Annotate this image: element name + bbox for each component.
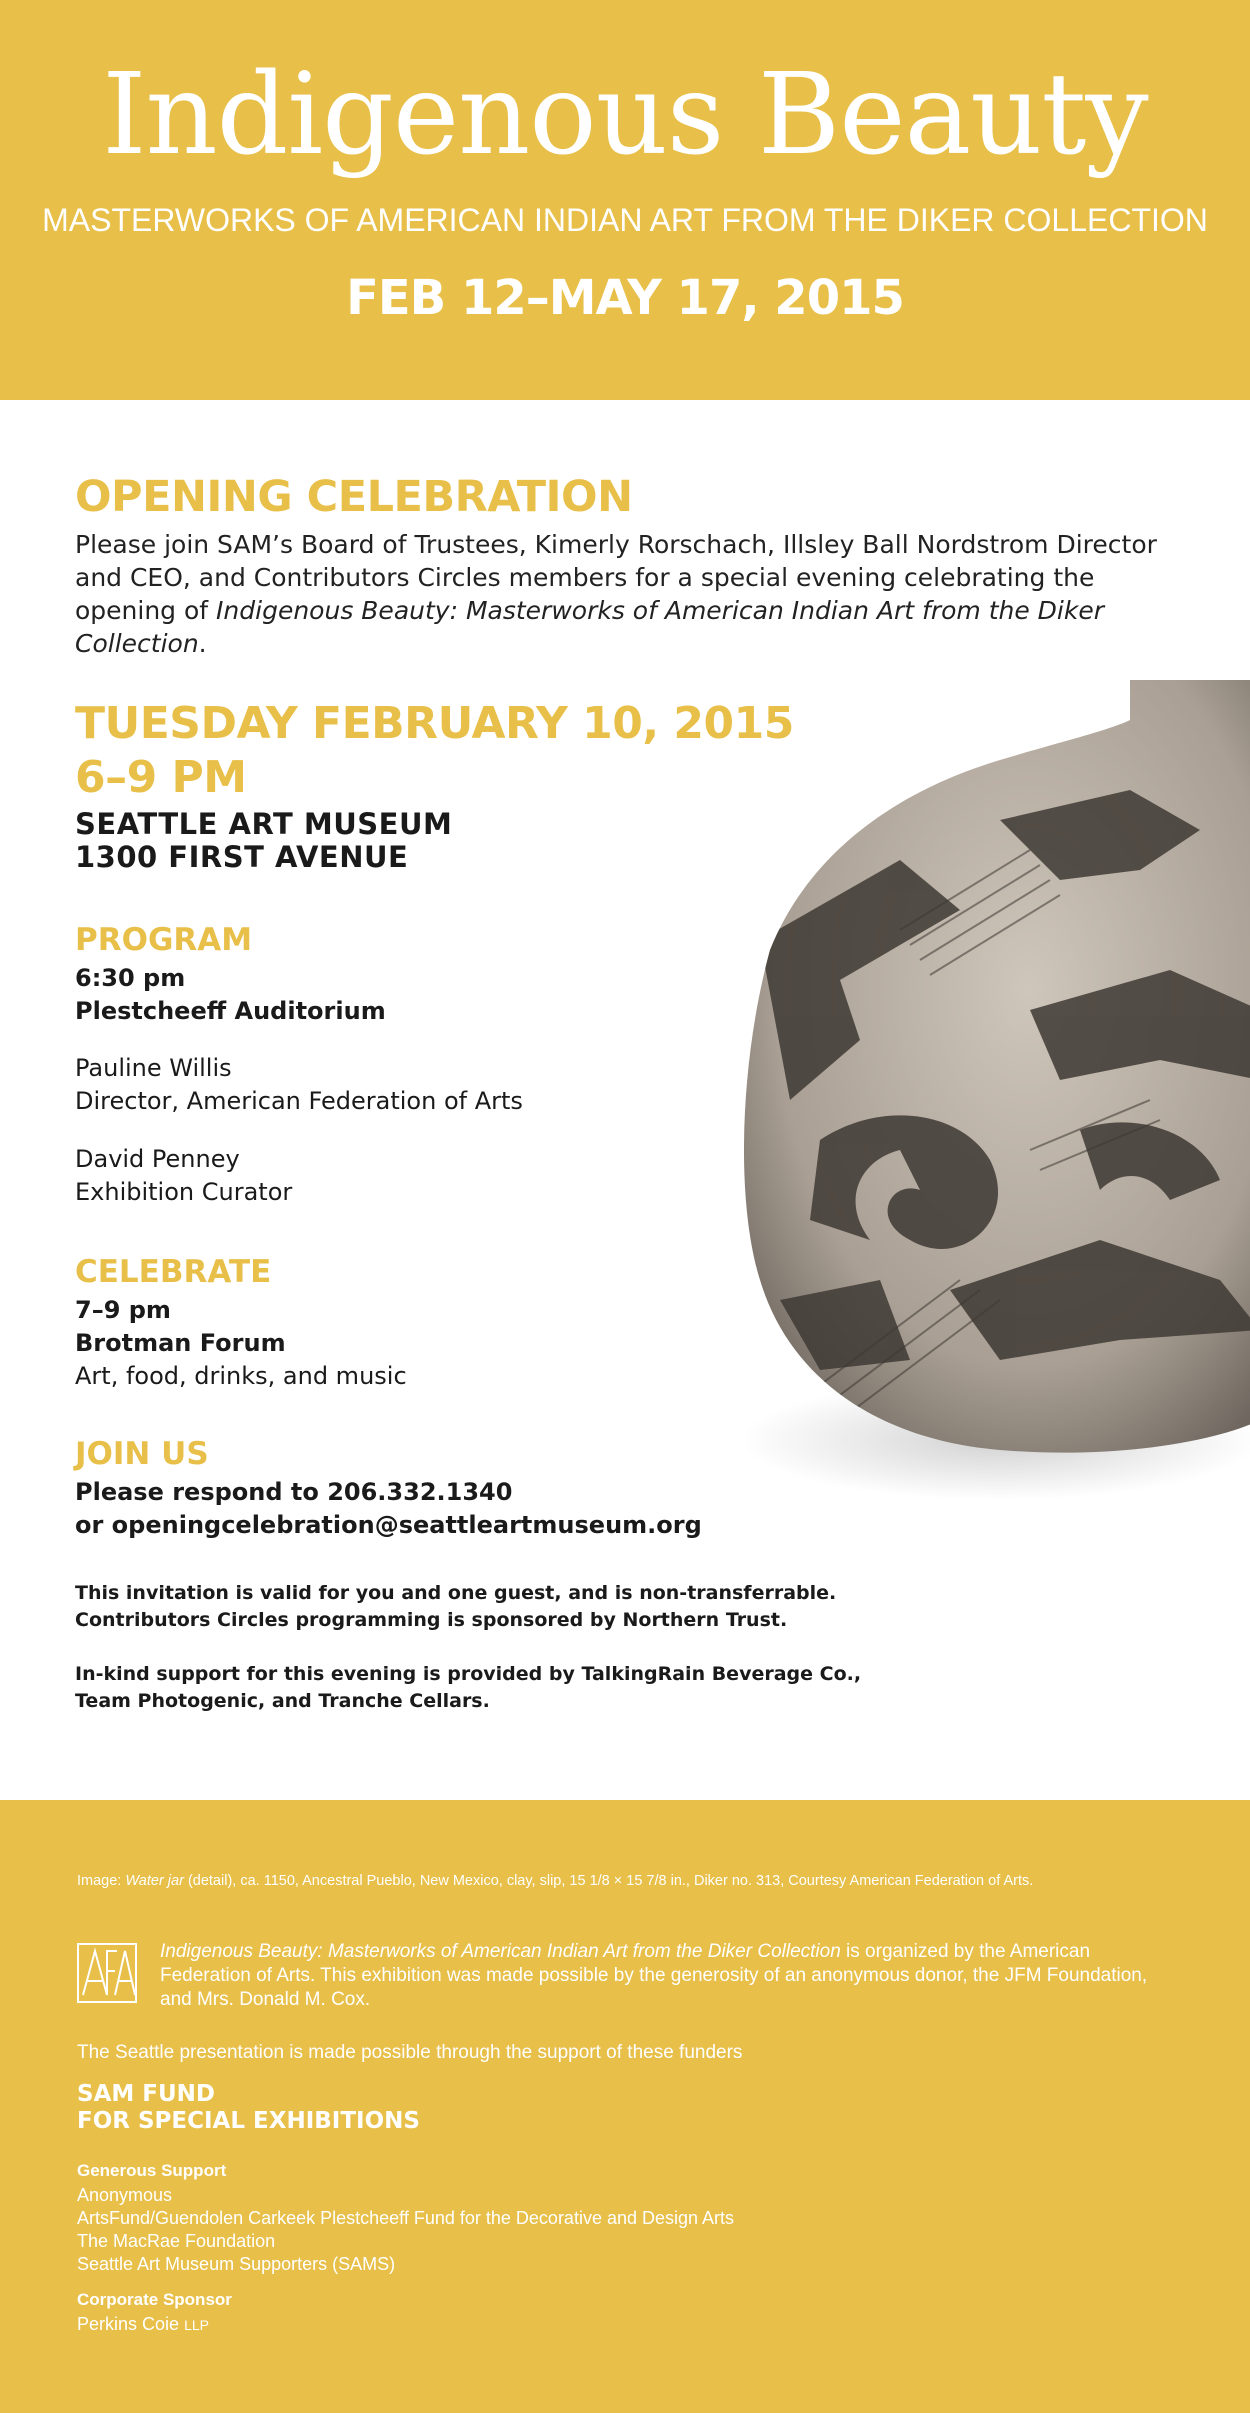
program-schedule (75, 962, 386, 1028)
event-time: 6–9 PM (75, 752, 247, 803)
speaker-title: Director, American Federation of Arts (75, 1087, 523, 1115)
main-content (0, 400, 1250, 1800)
footer-banner (0, 1800, 1250, 2413)
celebrate-description: Art, food, drinks, and music (75, 1362, 407, 1390)
supporter-item: Seattle Art Museum Supporters (SAMS) (77, 2254, 396, 2274)
exhibition-subtitle: MASTERWORKS OF AMERICAN INDIAN ART FROM THE DIKER COLLECTION (42, 202, 1208, 238)
speaker-name: Pauline Willis (75, 1054, 232, 1082)
image-credit (77, 1873, 1033, 1889)
support-line: Team Photogenic, and Tranche Cellars. (75, 1690, 490, 1712)
program-time: 6:30 pm (75, 964, 186, 992)
support-line: In-kind support for this evening is provided by TalkingRain Beverage Co., (75, 1663, 862, 1685)
opening-intro (75, 528, 1195, 660)
credit-prefix: Image: (77, 1873, 126, 1889)
rsvp-email[interactable]: or openingcelebration@seattleartmuseum.org (75, 1511, 702, 1539)
intro-end: . (198, 629, 207, 658)
afa-description: is organized by the American Federation of Arts. This exhibition was made possible by the generosity of an anonymous donor, the JFM Foundation, and Mrs. Donald M. Cox. (160, 1941, 1148, 2010)
sam-fund-logo (77, 2081, 420, 2135)
rsvp-info (75, 1476, 702, 1542)
speaker-name: David Penney (75, 1145, 240, 1173)
celebrate-location: Brotman Forum (75, 1329, 286, 1357)
afa-logo-icon (77, 1943, 137, 2003)
fund-line: FOR SPECIAL EXHIBITIONS (77, 2108, 420, 2134)
join-heading: JOIN US (75, 1436, 209, 1472)
generous-support-list (77, 2184, 734, 2276)
supporter-item: Anonymous (77, 2185, 173, 2205)
supporter-item: The MacRae Foundation (77, 2231, 276, 2251)
speaker-2 (75, 1143, 292, 1209)
exhibition-dates: FEB 12–MAY 17, 2015 (346, 270, 904, 326)
terms-line: This invitation is valid for you and one guest, and is non-transferrable. (75, 1582, 837, 1604)
speaker-title: Exhibition Curator (75, 1178, 293, 1206)
opening-heading: OPENING CELEBRATION (75, 472, 633, 522)
corporate-sponsor (77, 2314, 209, 2335)
intro-exhibition-title: Indigenous Beauty: Masterworks of American Indian Art from the Diker Collection (75, 596, 1105, 658)
header-banner (0, 0, 1250, 400)
event-venue (75, 808, 452, 874)
event-date-time (75, 697, 794, 805)
invitation-terms (75, 1580, 836, 1634)
program-heading: PROGRAM (75, 922, 253, 958)
speaker-1 (75, 1052, 523, 1118)
sponsor-name: Perkins Coie (77, 2314, 180, 2334)
terms-line: Contributors Circles programming is sponsored by Northern Trust. (75, 1609, 788, 1631)
celebrate-details (75, 1294, 407, 1393)
intro-text: Please join SAM’s Board of Trustees, Kimerly Rorschach, Illsley Ball Nordstrom Director and CEO, and Contributors Circles members for a special evening celebrating the opening of (75, 530, 1157, 625)
sponsor-suffix: LLP (184, 2317, 209, 2333)
supporter-item: ArtsFund/Guendolen Carkeek Plestcheeff Fund for the Decorative and Design Arts (77, 2208, 735, 2228)
event-date: TUESDAY FEBRUARY 10, 2015 (75, 698, 794, 749)
program-location: Plestcheeff Auditorium (75, 997, 386, 1025)
venue-address: 1300 FIRST AVENUE (75, 840, 409, 874)
celebrate-time: 7–9 pm (75, 1296, 171, 1324)
celebrate-heading: CELEBRATE (75, 1254, 272, 1290)
presentation-note: The Seattle presentation is made possible through the support of these funders (77, 2042, 743, 2063)
afa-statement (160, 1940, 1180, 2012)
exhibition-title: Indigenous Beauty (102, 50, 1148, 180)
generous-support-heading: Generous Support (77, 2161, 227, 2180)
inkind-support (75, 1661, 861, 1715)
credit-details: (detail), ca. 1150, Ancestral Pueblo, New Mexico, clay, slip, 15 1/8 × 15 7/8 in., Diker no. 313, Courtesy American Federation of Arts. (183, 1873, 1034, 1889)
credit-title: Water jar (125, 1873, 184, 1889)
water-jar-image (700, 680, 1250, 1690)
afa-exhibition-title: Indigenous Beauty: Masterworks of American Indian Art from the Diker Collection (160, 1941, 841, 1962)
rsvp-phone: Please respond to 206.332.1340 (75, 1478, 513, 1506)
fund-line: SAM FUND (77, 2081, 215, 2107)
corporate-sponsor-heading: Corporate Sponsor (77, 2290, 232, 2309)
venue-name: SEATTLE ART MUSEUM (75, 807, 453, 841)
